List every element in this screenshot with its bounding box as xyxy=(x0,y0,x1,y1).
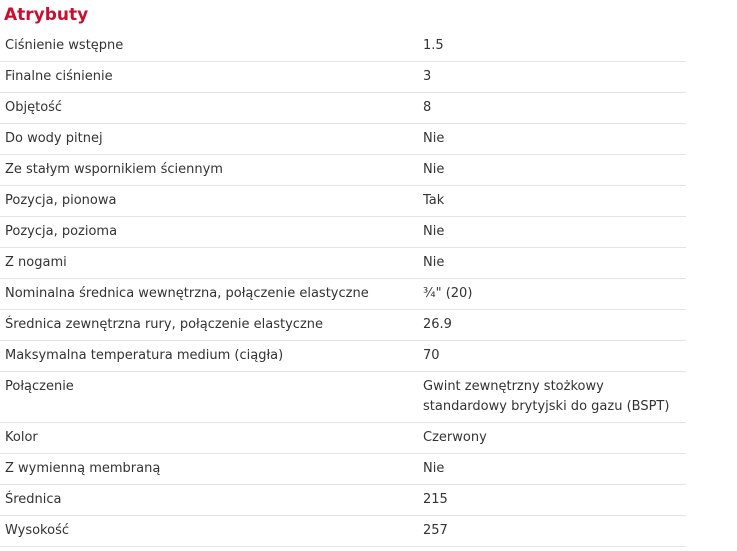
attribute-name: Nominalna średnica wewnętrzna, połączenie elastyczne xyxy=(5,286,369,301)
attribute-row xyxy=(0,31,686,62)
section-title: Atrybuty xyxy=(4,5,89,25)
attribute-name: Z nogami xyxy=(5,255,67,270)
attribute-name: Połączenie xyxy=(5,379,74,394)
attribute-name: Kolor xyxy=(5,430,38,445)
attribute-name: Średnica xyxy=(5,492,62,507)
attribute-value: 1.5 xyxy=(423,38,444,53)
attribute-row xyxy=(0,279,686,310)
attribute-value: 257 xyxy=(423,523,448,538)
attribute-row xyxy=(0,341,686,372)
attribute-value: 3 xyxy=(423,69,432,84)
attribute-row xyxy=(0,310,686,341)
attribute-row xyxy=(0,485,686,516)
attribute-value: Gwint zewnętrzny stożkowy standardowy brytyjski do gazu (BSPT) xyxy=(423,379,670,414)
attribute-value: Tak xyxy=(423,193,445,208)
attribute-name: Finalne ciśnienie xyxy=(5,69,113,84)
attribute-name: Pozycja, pozioma xyxy=(5,224,118,239)
attributes-table-body xyxy=(0,31,686,547)
attribute-row xyxy=(0,186,686,217)
attribute-name: Z wymienną membraną xyxy=(5,461,161,476)
attribute-row xyxy=(0,248,686,279)
attribute-row xyxy=(0,62,686,93)
attribute-value: ¾" (20) xyxy=(423,286,473,301)
attribute-value: Nie xyxy=(423,131,445,146)
attribute-value: 215 xyxy=(423,492,448,507)
attribute-value: Czerwony xyxy=(423,430,487,445)
attribute-value: 8 xyxy=(423,100,432,115)
attribute-name: Ciśnienie wstępne xyxy=(5,38,124,53)
attribute-value: Nie xyxy=(423,162,445,177)
attributes-table xyxy=(0,31,686,547)
attribute-row xyxy=(0,124,686,155)
attribute-row xyxy=(0,372,686,423)
attribute-name: Objętość xyxy=(5,100,63,115)
attribute-value: 70 xyxy=(423,348,440,363)
attribute-row xyxy=(0,155,686,186)
attribute-name: Wysokość xyxy=(5,523,69,538)
attribute-row xyxy=(0,93,686,124)
attribute-value: Nie xyxy=(423,224,445,239)
attribute-value: 26.9 xyxy=(423,317,452,332)
attribute-name: Pozycja, pionowa xyxy=(5,193,117,208)
attribute-row xyxy=(0,423,686,454)
attribute-value: Nie xyxy=(423,255,445,270)
attribute-row xyxy=(0,217,686,248)
attribute-name: Maksymalna temperatura medium (ciągła) xyxy=(5,348,284,363)
attribute-name: Do wody pitnej xyxy=(5,131,103,146)
attribute-name: Ze stałym wspornikiem ściennym xyxy=(5,162,223,177)
attribute-row xyxy=(0,516,686,547)
attribute-name: Średnica zewnętrzna rury, połączenie elastyczne xyxy=(5,317,324,332)
attribute-row xyxy=(0,454,686,485)
attribute-value: Nie xyxy=(423,461,445,476)
